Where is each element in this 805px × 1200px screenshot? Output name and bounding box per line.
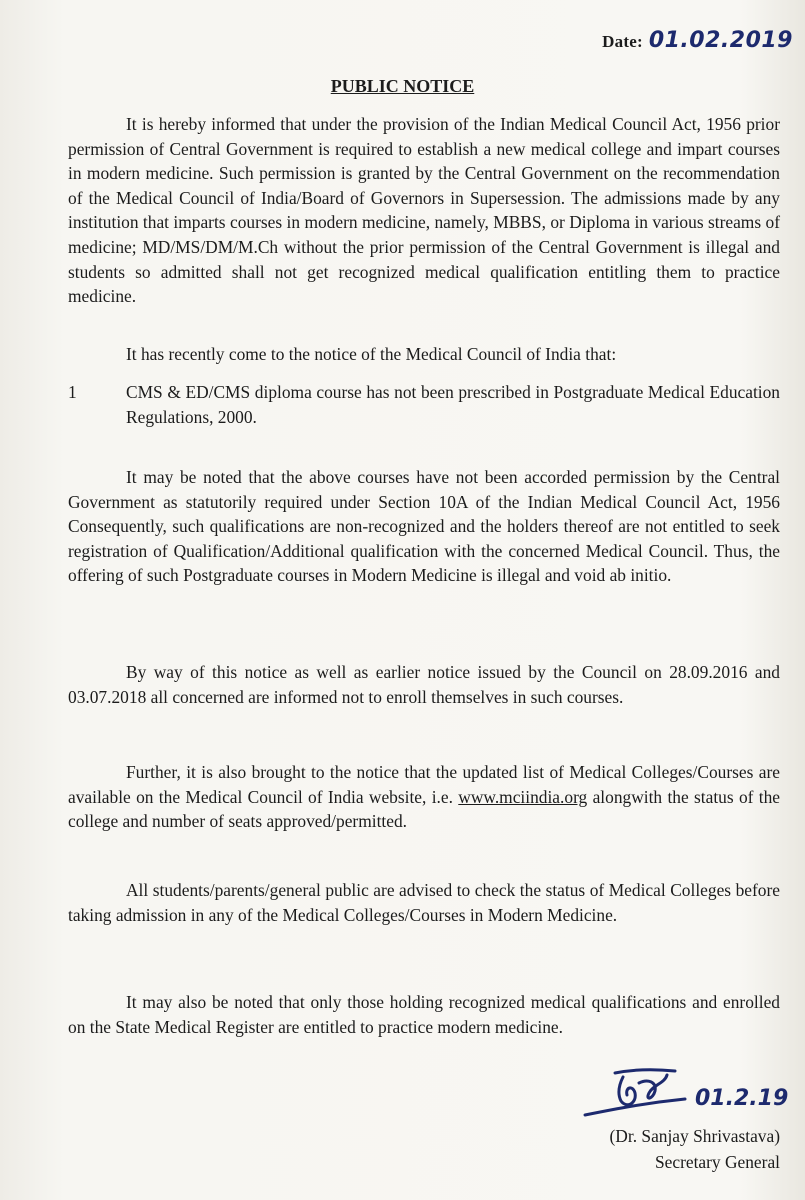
paragraph-non-recognized: It may be noted that the above courses have not been accorded permission by the Central Government as statutorily required under Section 10A of the Indian Medical Council Act, 1956 Consequently, such qualifications are non-recognized and the holders thereof are not entitled to seek registration of Qualification/Additional qualification with the concerned Medical Council. Thus, the offering of such Postgraduate courses in Modern Medicine is illegal and void ab initio. xyxy=(68,467,780,586)
signature-stroke xyxy=(619,1077,635,1105)
signature-stroke xyxy=(615,1070,675,1073)
date-line xyxy=(602,28,793,53)
signature-date: 01.2.19 xyxy=(695,1086,789,1111)
signatory-block xyxy=(520,1123,780,1175)
paragraph-website xyxy=(68,760,780,834)
website-text-before: Further, it is also brought to the notice that the updated list of Medical Colleges/Courses are available on the Medical Council of India website, i.e. xyxy=(68,762,780,807)
list-item xyxy=(68,380,780,429)
list-item-text: CMS & ED/CMS diploma course has not been prescribed in Postgraduate Medical Education Regulations, 2000. xyxy=(126,382,780,427)
signatory-name: (Dr. Sanjay Shrivastava) xyxy=(609,1126,780,1146)
website-link[interactable]: www.mciindia.org xyxy=(458,786,588,807)
signature-stroke xyxy=(639,1075,667,1098)
paragraph-recent-notice: It has recently come to the notice of the Medical Council of India that: xyxy=(126,344,617,364)
website-text-after: alongwith the status of the college and number of seats approved/permitted. xyxy=(68,786,780,832)
date-label: Date: xyxy=(602,32,643,51)
paragraph-advisory: All students/parents/general public are advised to check the status of Medical Colleges before taking admission in any of the Medical Colleges/Courses in Modern Medicine. xyxy=(68,880,780,925)
paragraph-earlier-notice: By way of this notice as well as earlier notice issued by the Council on 28.09.2016 and 03.07.2018 all concerned are informed not to enroll themselves in such courses. xyxy=(68,662,780,707)
paragraph-provision: It is hereby informed that under the provision of the Indian Medical Council Act, 1956 prior permission of Central Government is required to establish a new medical college and impart courses in modern medicine. Such permission is granted by the Central Government on the recommendation of the Medical Council of India/Board of Governors in Supersession. The admissions made by any institution that imparts courses in modern medicine, namely, MBBS, or Diploma in various streams of medicine; MD/MS/DM/M.Ch without the prior permission of the Central Government is illegal and students so admitted shall not get recognized medical qualification entitling them to practice medicine. xyxy=(68,114,780,307)
handwritten-date: 01.02.2019 xyxy=(648,28,793,53)
paragraph-practice: It may also be noted that only those holding recognized medical qualifications and enrolled on the State Medical Register are entitled to practice modern medicine. xyxy=(68,992,780,1037)
signatory-designation: Secretary General xyxy=(654,1152,780,1172)
notice-title: PUBLIC NOTICE xyxy=(330,76,475,96)
list-item-number: 1 xyxy=(68,382,77,402)
